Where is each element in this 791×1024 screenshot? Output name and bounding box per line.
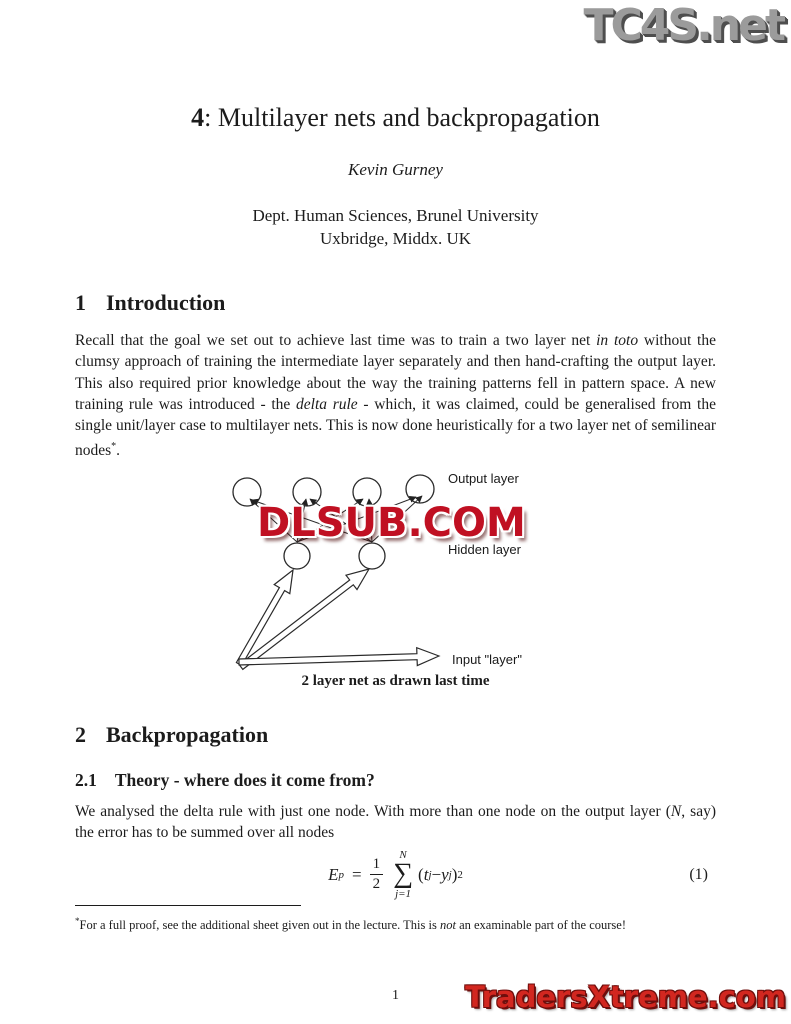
eq-t: t [423,864,429,884]
eq-fraction: $\frac{1}{2}$ [370,857,384,892]
footnote-rule [75,905,301,906]
affiliation-line-1: Dept. Human Sciences, Brunel University [252,206,539,225]
watermark-tradersxtreme: TradersXtreme.com [465,980,786,1014]
eq-equals: = [351,864,362,884]
intro-text: Recall that the goal we set out to achieve last time was to train a two layer net [75,332,597,349]
section-2-1-heading [75,770,716,791]
footnote-marker: * [75,916,80,926]
input-arrows [236,569,439,669]
network-figure [75,466,716,696]
eq-y: y [441,864,449,884]
theory-text: We analysed the delta rule with just one node. With more than one node on the output layer ( [75,802,671,820]
watermark-dlsub: DLSUB.COM [257,499,526,546]
figure-label-output-layer: Output layer [448,470,519,486]
section-2-title: Backpropagation [106,721,269,747]
intro-italic-in-toto: in toto [596,332,639,349]
equation-number: (1) [689,865,708,883]
section-2-heading [75,722,716,748]
hidden-node [359,543,385,569]
figure-label-input-layer: Input "layer" [452,651,522,667]
theory-paragraph [75,801,716,844]
title-text: : Multilayer nets and backpropagation [204,103,600,132]
section-1-title: Introduction [106,290,226,315]
figure-label-hidden-layer: Hidden layer [448,541,521,557]
affiliation [0,204,791,250]
title-number: 4 [191,103,205,132]
footnote [75,905,716,934]
network-diagram [225,466,545,681]
section-1-number: 1 [75,290,86,315]
equation-1 [75,850,716,900]
intro-text: without the clumsy approach of training the intermediate layer separately and then hand-crafting the output layer. This also required prior knowledge about the way the training patterns fell in pattern space. A new training rule was introduced - the [75,332,716,413]
figure-caption: 2 layer net as drawn last time [301,672,490,689]
equation-body: E p = $\frac{1}{2}$ N ∑ j=1 ( t j − y j ) 2 [328,849,463,900]
hidden-node [284,543,310,569]
intro-text: . [116,442,121,460]
footnote-marker-ref: * [111,441,117,453]
author: Kevin Gurney [348,160,443,179]
eq-E: E [328,864,339,884]
section-2-1-title: Theory - where does it come from? [114,769,375,790]
section-2-number: 2 [75,721,86,747]
eq-sub-p: p [338,868,344,881]
page-number: 1 [392,988,399,1003]
affiliation-line-2: Uxbridge, Middx. UK [319,229,472,248]
intro-text: - which, it was claimed, could be generalised from the single unit/layer case to multilayer nets. This is now done heuristically for a two layer net of semilinear nodes [75,395,716,460]
watermark-tc4s: TC4S.net [583,0,783,51]
theory-text: , say) the error has to be summed over all nodes [75,802,716,842]
footnote-text: *For a full proof, see the additional sheet given out in the lecture. This is not an examinable part of the course! [75,916,626,933]
section-1-heading [75,290,716,316]
section-2-1-number: 2.1 [75,769,97,790]
eq-sigma: N ∑ j=1 [393,849,414,900]
theory-italic-N: N [670,802,682,820]
intro-paragraph [75,330,716,462]
intro-italic-delta-rule: delta rule [296,395,358,413]
